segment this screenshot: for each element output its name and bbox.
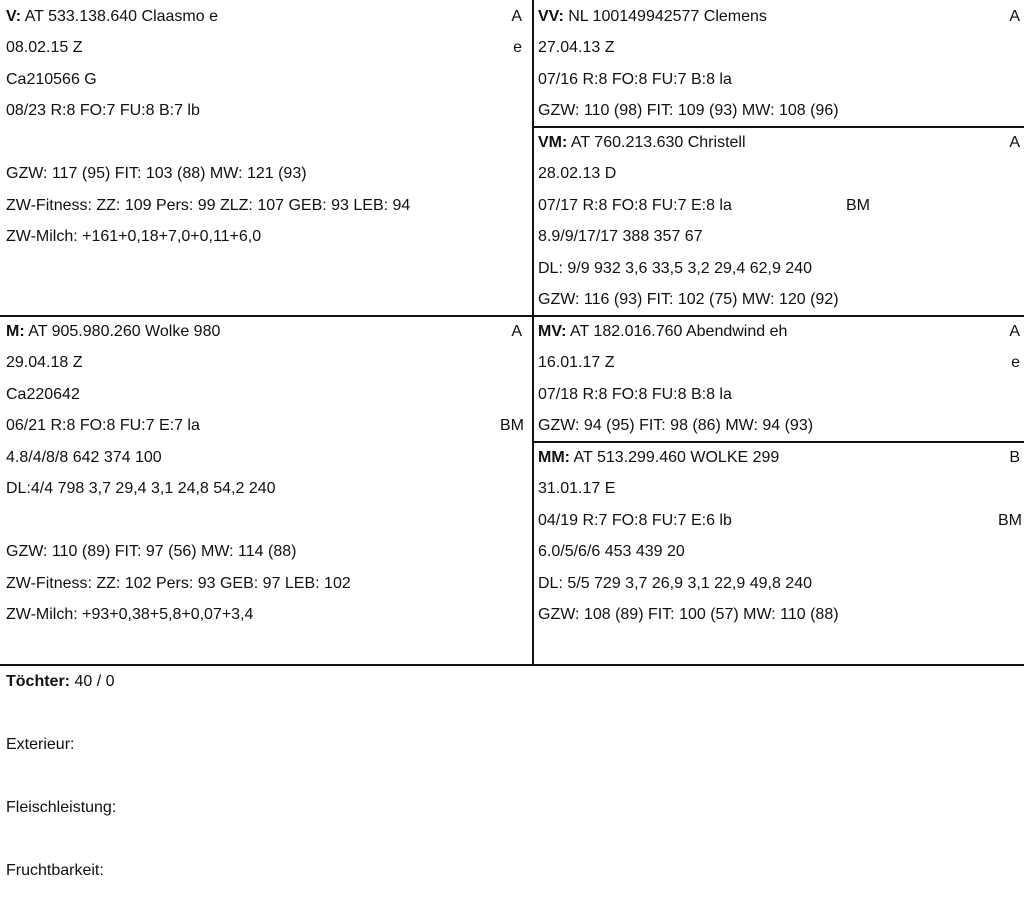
m-header <box>6 316 220 347</box>
vv-line-0: 27.04.13 Z <box>538 39 615 56</box>
m-line-2: 06/21 R:8 FO:8 FU:7 E:7 la <box>6 417 200 434</box>
vm-line-3: DL: 9/9 932 3,6 33,5 3,2 29,4 62,9 240 <box>538 260 812 277</box>
v-line-4: GZW: 117 (95) FIT: 103 (88) MW: 121 (93) <box>6 165 307 182</box>
m-flag: A <box>511 323 522 340</box>
mm-header-text: AT 513.299.460 WOLKE 299 <box>569 449 780 466</box>
mv-flag: A <box>1009 323 1020 340</box>
fleischleistung-label: Fleischleistung: <box>6 799 117 816</box>
m-line-6: GZW: 110 (89) FIT: 97 (56) MW: 114 (88) <box>6 543 297 560</box>
m-line-7: ZW-Fitness: ZZ: 102 Pers: 93 GEB: 97 LEB: 102 <box>6 575 351 592</box>
mm-bm: BM <box>998 512 1022 529</box>
m-header-text: AT 905.980.260 Wolke 980 <box>24 323 221 340</box>
mm-line-1: 04/19 R:7 FO:8 FU:7 E:6 lb <box>538 512 732 529</box>
vm-line-0: 28.02.13 D <box>538 165 617 182</box>
grid-bottom-divider <box>0 664 1024 666</box>
toechter-label: Töchter: <box>6 673 70 690</box>
vv-label: VV: <box>538 8 564 25</box>
v-label: V: <box>6 8 22 25</box>
vv-header-text: NL 100149942577 Clemens <box>563 8 767 25</box>
toechter-row <box>6 666 114 697</box>
v-line-2: 08/23 R:8 FO:7 FU:8 B:7 lb <box>6 102 200 119</box>
vm-line-2: 8.9/9/17/17 388 357 67 <box>538 228 703 245</box>
m-line-0: 29.04.18 Z <box>6 354 83 371</box>
exterieur-label: Exterieur: <box>6 736 75 753</box>
v-flag: A <box>511 8 522 25</box>
mv-line-1: 07/18 R:8 FO:8 FU:8 B:8 la <box>538 386 732 403</box>
vm-header-text: AT 760.213.630 Christell <box>567 134 746 151</box>
mm-flag: B <box>1009 449 1020 466</box>
mv-header-text: AT 182.016.760 Abendwind eh <box>566 323 788 340</box>
v-line-5: ZW-Fitness: ZZ: 109 Pers: 99 ZLZ: 107 GEB: 93 LEB: 94 <box>6 197 411 214</box>
toechter-value: 40 / 0 <box>70 673 115 690</box>
vm-line-1: 07/17 R:8 FO:8 FU:7 E:8 la <box>538 197 732 214</box>
v-header <box>6 1 218 32</box>
mm-header <box>538 442 779 473</box>
v-line-0: 08.02.15 Z <box>6 39 83 56</box>
mv-line-2: GZW: 94 (95) FIT: 98 (86) MW: 94 (93) <box>538 417 814 434</box>
vm-header <box>538 127 746 158</box>
m-line-3: 4.8/4/8/8 642 374 100 <box>6 449 162 466</box>
vm-line-4: GZW: 116 (93) FIT: 102 (75) MW: 120 (92) <box>538 291 839 308</box>
mv-flag2: e <box>1011 354 1020 371</box>
mm-line-4: GZW: 108 (89) FIT: 100 (57) MW: 110 (88) <box>538 606 839 623</box>
m-line-8: ZW-Milch: +93+0,38+5,8+0,07+3,4 <box>6 606 254 623</box>
m-label: M: <box>6 323 25 340</box>
vv-line-1: 07/16 R:8 FO:8 FU:7 B:8 la <box>538 71 732 88</box>
mv-line-0: 16.01.17 Z <box>538 354 615 371</box>
vm-label: VM: <box>538 134 568 151</box>
vm-flag: A <box>1009 134 1020 151</box>
mm-line-3: DL: 5/5 729 3,7 26,9 3,1 22,9 49,8 240 <box>538 575 812 592</box>
m-bm: BM <box>500 417 524 434</box>
v-flag2: e <box>513 39 522 56</box>
mm-line-2: 6.0/5/6/6 453 439 20 <box>538 543 685 560</box>
vv-flag: A <box>1009 8 1020 25</box>
vv-header <box>538 1 767 32</box>
mm-line-0: 31.01.17 E <box>538 480 616 497</box>
mv-label: MV: <box>538 323 567 340</box>
mm-label: MM: <box>538 449 570 466</box>
m-line-1: Ca220642 <box>6 386 80 403</box>
v-line-1: Ca210566 G <box>6 71 97 88</box>
center-divider-top <box>532 0 534 666</box>
v-header-text: AT 533.138.640 Claasmo e <box>21 8 218 25</box>
vm-bm: BM <box>846 197 870 214</box>
m-line-4: DL:4/4 798 3,7 29,4 3,1 24,8 54,2 240 <box>6 480 276 497</box>
fruchtbarkeit-label: Fruchtbarkeit: <box>6 862 104 879</box>
mv-header <box>538 316 787 347</box>
v-line-6: ZW-Milch: +161+0,18+7,0+0,11+6,0 <box>6 228 262 245</box>
vv-line-2: GZW: 110 (98) FIT: 109 (93) MW: 108 (96) <box>538 102 839 119</box>
